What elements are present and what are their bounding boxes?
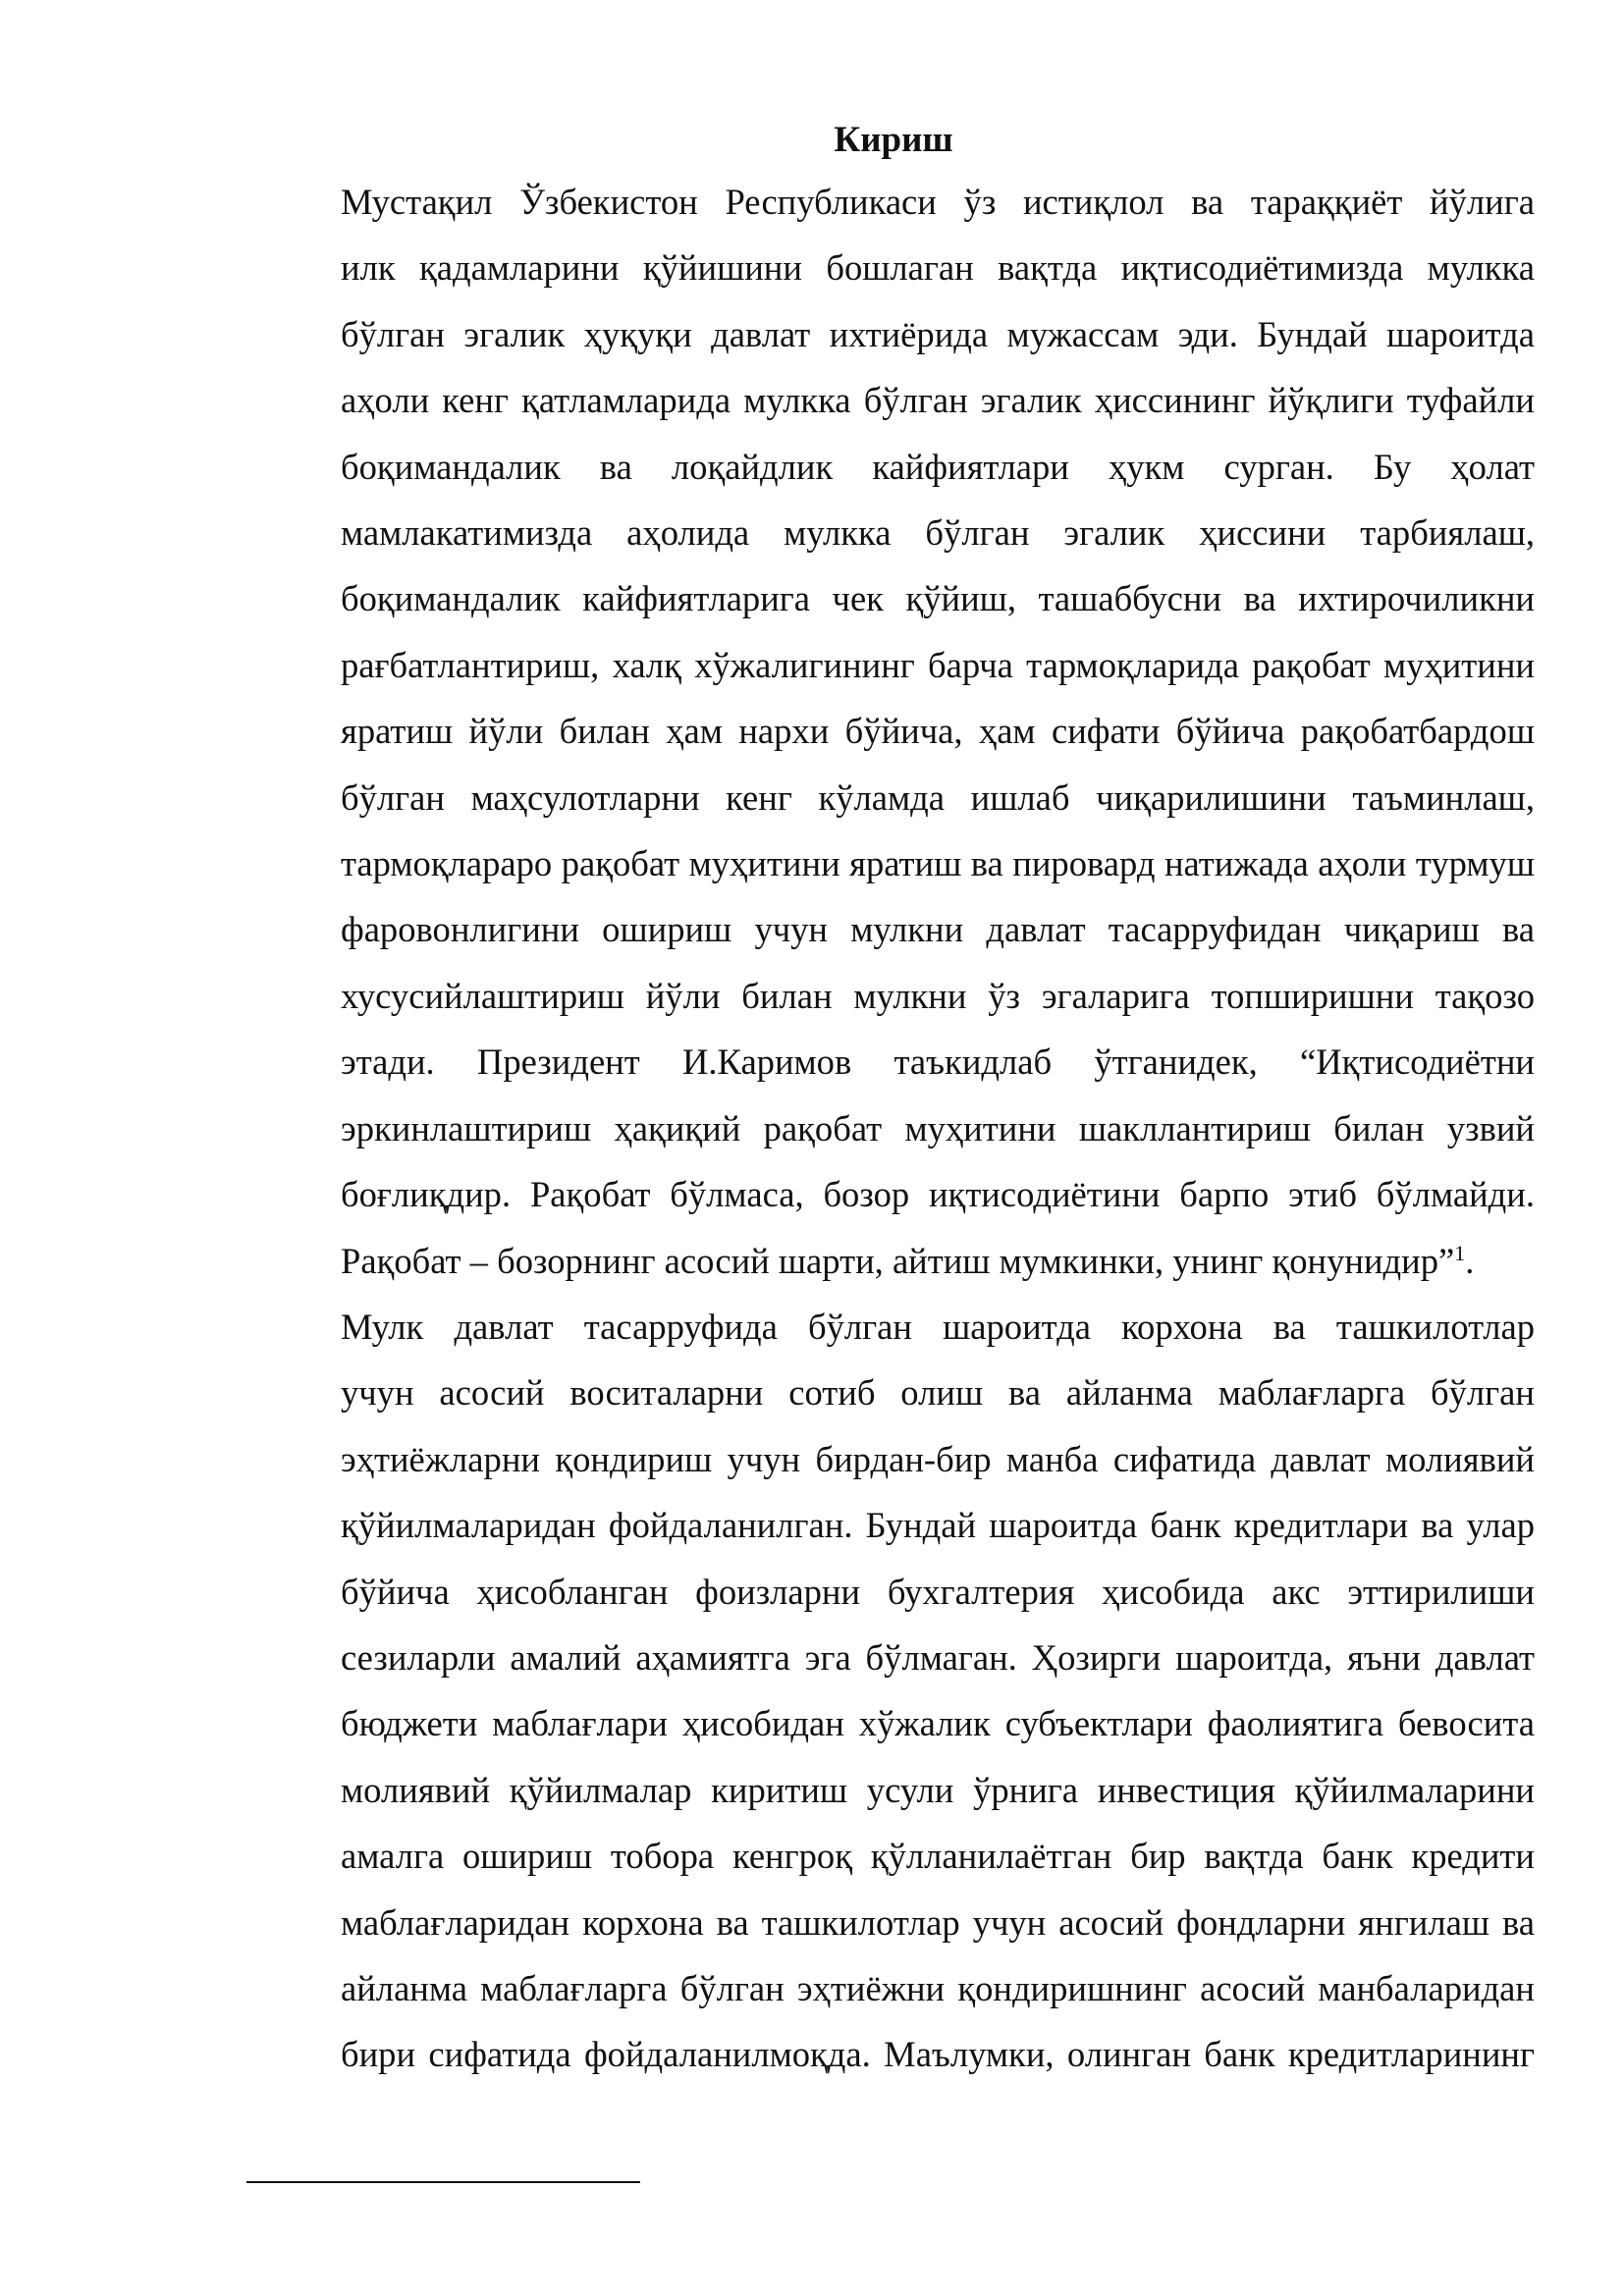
body-text	[246, 169, 1535, 2088]
text-line: яратиш йўли билан ҳам нархи бўйича, ҳам сифати бўйича рақобатбардош	[341, 711, 1535, 752]
footnote-reference[interactable]: 1	[1454, 1240, 1466, 1265]
text-line: эҳтиёжларни қондириш учун бирдан-бир манба сифатида давлат молиявий	[341, 1438, 1535, 1479]
text-line: маблағларидан корхона ва ташкилотлар учун асосий фондларни янгилаш ва	[341, 1901, 1535, 1943]
text-line: аҳоли кенг қатламларида мулкка бўлган эгалик ҳиссининг йўқлиги туфайли	[341, 380, 1535, 421]
text-line: тармоқлараро рақобат муҳитини яратиш ва пировард натижада аҳоли турмуш	[341, 843, 1535, 884]
text-line: бўлган эгалик ҳуқуқи давлат ихтиёрида мужассам эди. Бундай шароитда	[341, 313, 1535, 354]
text-line: бўйича ҳисобланган фоизларни бухгалтерия ҳисобида акс эттирилиши	[341, 1571, 1535, 1612]
text-line: сезиларли амалий аҳамиятга эга бўлмаган. Ҳозирги шароитда, яъни давлат	[341, 1636, 1535, 1678]
text-line: боқимандалик кайфиятларига чек қўйиш, ташаббусни ва ихтирочиликни	[341, 578, 1535, 619]
text-line: фаровонлигини ошириш учун мулкни давлат тасарруфидан чиқариш ва	[341, 909, 1535, 950]
text-line: рағбатлантириш, халқ хўжалигининг барча тармоқларида рақобат муҳитини	[341, 644, 1535, 685]
text-line: бири сифатида фойдаланилмоқда. Маълумки, олинган банк кредитларининг	[341, 2034, 1535, 2075]
text-line: бюджети маблағлари ҳисобидан хўжалик субъектлари фаолиятига бевосита	[341, 1703, 1535, 1744]
text-line: айланма маблағларга бўлган эҳтиёжни қондиришнинг асосий манбаларидан	[341, 1967, 1535, 2008]
text-line: боғлиқдир. Рақобат бўлмаса, бозор иқтисодиётини барпо этиб бўлмайди.	[341, 1174, 1535, 1215]
text-line: Мулк давлат тасарруфида бўлган шароитда корхона ва ташкилотлар	[341, 1306, 1535, 1347]
text-line: Мустақил Ўзбекистон Республикаси ўз истиқлол ва тараққиёт йўлига	[341, 182, 1535, 222]
text-line: эркинлаштириш ҳақиқий рақобат муҳитини шакллантириш билан узвий	[341, 1107, 1535, 1148]
text-line-last	[246, 1228, 1535, 1294]
text-line: бўлган маҳсулотларни кенг кўламда ишлаб чиқарилишини таъминлаш,	[341, 776, 1535, 818]
page-title: Кириш	[834, 120, 953, 160]
text-line: этади. Президент И.Каримов таъкидлаб ўтганидек, “Иқтисодиётни	[341, 1041, 1535, 1083]
text-line: молиявий қўйилмалар киритиш усули ўрнига инвестиция қўйилмаларини	[341, 1769, 1535, 1810]
text-line-content: Рақобат – бозорнинг асосий шарти, айтиш мумкинки, унинг қонунидир”	[341, 1240, 1455, 1281]
sentence-end: .	[1465, 1240, 1475, 1281]
text-line: амалга ошириш тобора кенгроқ қўлланилаётган бир вақтда банк кредити	[341, 1836, 1535, 1877]
paragraph-2	[246, 1294, 1535, 2088]
text-line: хусусийлаштириш йўли билан мулкни ўз эгаларига топширишни тақозо	[341, 975, 1535, 1016]
text-line: боқимандалик ва лоқайдлик кайфиятлари ҳукм сурган. Бу ҳолат	[341, 446, 1535, 487]
text-line: қўйилмаларидан фойдаланилган. Бундай шароитда банк кредитлари ва улар	[341, 1505, 1535, 1546]
text-line: учун асосий воситаларни сотиб олиш ва айланма маблағларга бўлган	[341, 1372, 1535, 1414]
footnote-separator	[246, 2181, 640, 2183]
text-line: мамлакатимизда аҳолида мулкка бўлган эгалик ҳиссини тарбиялаш,	[341, 512, 1535, 554]
paragraph-1	[246, 169, 1535, 1294]
text-line: илк қадамларини қўйишини бошлаган вақтда иқтисодиётимизда мулкка	[341, 247, 1535, 289]
